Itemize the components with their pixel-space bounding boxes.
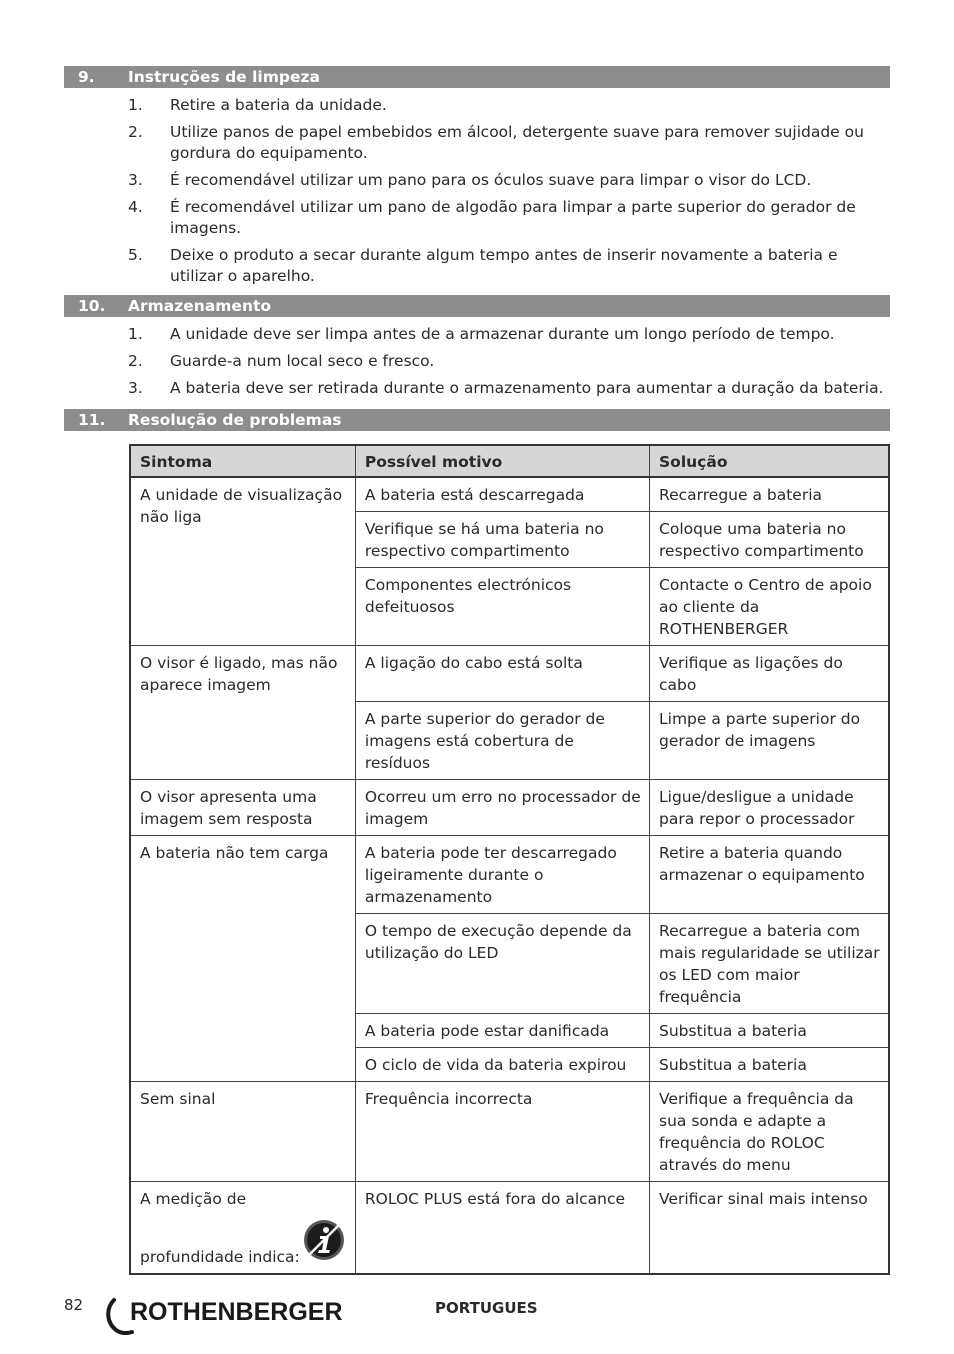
- section-number: 9.: [78, 68, 95, 86]
- solution-cell: Retire a bateria quando armazenar o equipamento: [650, 836, 889, 914]
- cause-cell: ROLOC PLUS está fora do alcance: [355, 1182, 649, 1275]
- section-heading: [64, 66, 890, 88]
- step-number: 3.: [128, 171, 143, 189]
- step-number: 1.: [128, 325, 143, 343]
- cause-cell: O ciclo de vida da bateria expirou: [355, 1048, 649, 1082]
- solution-cell: Verifique as ligações do cabo: [650, 646, 889, 702]
- solution-cell: Verificar sinal mais intenso: [650, 1182, 889, 1275]
- list-item: [128, 122, 890, 164]
- symptom-cell: A bateria não tem carga: [130, 836, 355, 1082]
- cause-cell: A bateria pode estar danificada: [355, 1014, 649, 1048]
- info-crossed-icon: [302, 1218, 346, 1268]
- column-header: Possível motivo: [355, 445, 649, 477]
- step-number: 3.: [128, 379, 143, 397]
- list-item: [128, 245, 890, 287]
- symptom-line: A medição de: [140, 1190, 247, 1208]
- symptom-line-with-icon: [140, 1218, 347, 1268]
- table-row: [130, 780, 889, 836]
- solution-cell: Recarregue a bateria: [650, 477, 889, 512]
- solution-cell: Coloque uma bateria no respectivo compartimento: [650, 512, 889, 568]
- step-number: 2.: [128, 123, 143, 141]
- list-item: [128, 378, 890, 399]
- symptom-cell: A unidade de visualização não liga: [130, 477, 355, 646]
- section-heading: [64, 409, 890, 431]
- solution-cell: Recarregue a bateria com mais regularidade se utilizar os LED com maior frequência: [650, 914, 889, 1014]
- section-title: Resolução de problemas: [128, 411, 342, 429]
- step-text: Utilize panos de papel embebidos em álcool, detergente suave para remover sujidade ou gordura do equipamento.: [170, 123, 864, 162]
- symptom-cell: O visor é ligado, mas não aparece imagem: [130, 646, 355, 780]
- storage-steps: [128, 324, 890, 405]
- cause-cell: Ocorreu um erro no processador de imagem: [355, 780, 649, 836]
- table-header-row: [130, 445, 889, 477]
- table-row: [130, 477, 889, 512]
- cause-cell: Verifique se há uma bateria no respectivo compartimento: [355, 512, 649, 568]
- cause-cell: Componentes electrónicos defeituosos: [355, 568, 649, 646]
- step-text: É recomendável utilizar um pano para os óculos suave para limpar o visor do LCD.: [170, 171, 812, 189]
- solution-cell: Substitua a bateria: [650, 1014, 889, 1048]
- table-row: [130, 646, 889, 702]
- list-item: [128, 351, 890, 372]
- column-header: Solução: [650, 445, 889, 477]
- section-number: 10.: [78, 297, 106, 315]
- step-text: É recomendável utilizar um pano de algodão para limpar a parte superior do gerador de imagens.: [170, 198, 856, 237]
- step-number: 2.: [128, 352, 143, 370]
- cause-cell: A ligação do cabo está solta: [355, 646, 649, 702]
- list-item: [128, 95, 890, 116]
- solution-cell: Limpe a parte superior do gerador de imagens: [650, 702, 889, 780]
- solution-cell: Contacte o Centro de apoio ao cliente da ROTHENBERGER: [650, 568, 889, 646]
- section-heading: [64, 295, 890, 317]
- step-text: Retire a bateria da unidade.: [170, 96, 387, 114]
- step-text: A bateria deve ser retirada durante o armazenamento para aumentar a duração da bateria.: [170, 379, 884, 397]
- cause-cell: A parte superior do gerador de imagens está cobertura de resíduos: [355, 702, 649, 780]
- list-item: [128, 197, 890, 239]
- language-label: PORTUGUES: [435, 1299, 538, 1317]
- step-text: Guarde-a num local seco e fresco.: [170, 352, 435, 370]
- rothenberger-logo: [104, 1296, 349, 1340]
- symptom-cell: O visor apresenta uma imagem sem resposta: [130, 780, 355, 836]
- section-title: Armazenamento: [128, 297, 272, 315]
- list-item: [128, 170, 890, 191]
- table-row: [130, 1182, 889, 1275]
- troubleshooting-table: [129, 444, 890, 1275]
- symptom-cell: [130, 1182, 355, 1275]
- brand-name: ROTHENBERGER: [130, 1298, 343, 1326]
- section-number: 11.: [78, 411, 106, 429]
- list-item: [128, 324, 890, 345]
- step-number: 1.: [128, 96, 143, 114]
- solution-cell: Substitua a bateria: [650, 1048, 889, 1082]
- cause-cell: Frequência incorrecta: [355, 1082, 649, 1182]
- cleaning-steps: [128, 95, 890, 293]
- page-number: 82: [64, 1296, 84, 1314]
- cause-cell: O tempo de execução depende da utilização do LED: [355, 914, 649, 1014]
- step-number: 5.: [128, 246, 143, 264]
- section-title: Instruções de limpeza: [128, 68, 320, 86]
- cause-cell: A bateria pode ter descarregado ligeiramente durante o armazenamento: [355, 836, 649, 914]
- symptom-line: profundidade indica:: [140, 1248, 300, 1266]
- step-text: Deixe o produto a secar durante algum tempo antes de inserir novamente a bateria e utilizar o aparelho.: [170, 246, 838, 285]
- symptom-cell: Sem sinal: [130, 1082, 355, 1182]
- table-row: [130, 1082, 889, 1182]
- step-number: 4.: [128, 198, 143, 216]
- solution-cell: Ligue/desligue a unidade para repor o processador: [650, 780, 889, 836]
- column-header: Sintoma: [130, 445, 355, 477]
- cause-cell: A bateria está descarregada: [355, 477, 649, 512]
- step-text: A unidade deve ser limpa antes de a armazenar durante um longo período de tempo.: [170, 325, 835, 343]
- table-row: [130, 836, 889, 914]
- solution-cell: Verifique a frequência da sua sonda e adapte a frequência do ROLOC através do menu: [650, 1082, 889, 1182]
